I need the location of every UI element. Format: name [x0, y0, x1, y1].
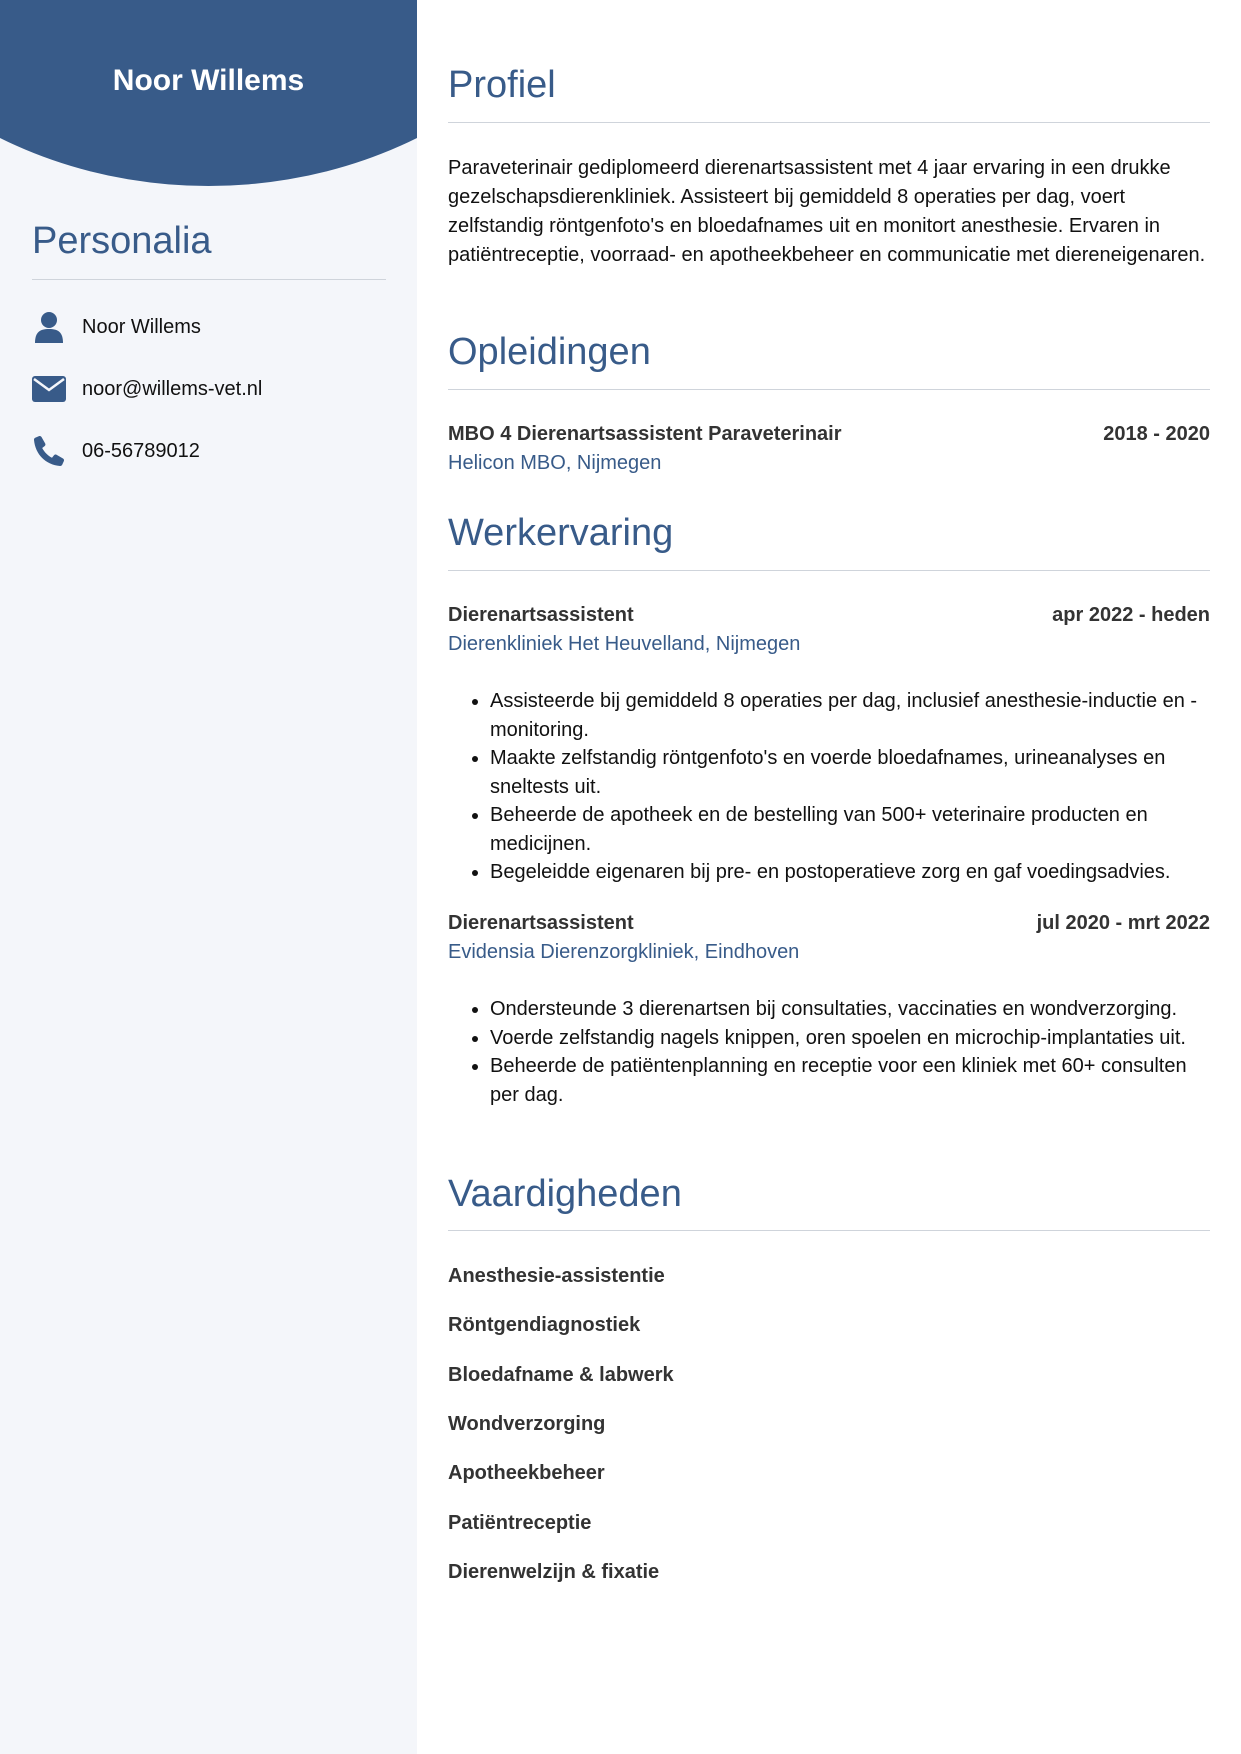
list-item: • Beheerde de patiëntenplanning en receptie voor een kliniek met 60+ consulten per dag. — [490, 1052, 1210, 1109]
sidebar — [0, 0, 417, 1754]
list-item: • Begeleidde eigenaren bij pre- en postoperatieve zorg en gaf voedingsadvies. — [490, 858, 1210, 887]
envelope-icon — [32, 372, 66, 406]
skill-item: Röntgendiagnostiek — [448, 1314, 641, 1336]
user-icon — [32, 310, 66, 344]
skill-item: Apotheekbeheer — [448, 1462, 605, 1484]
contact-name — [32, 307, 392, 347]
job-2-employer: Evidensia Dierenzorgkliniek, Eindhoven — [448, 941, 800, 963]
contact-phone[interactable] — [32, 431, 392, 471]
profile-text: Paraveterinair gediplomeerd dierenartsassistent met 4 jaar ervaring in een drukke gezelschapsdierenkliniek. Assisteert bij gemiddeld 8 operaties per dag, voert zelfstandig röntgenfoto's en bloedafnames uit en monitort anesthesie. Ervaren in patiëntreceptie, voorraad- en apotheekbeheer en communicatie met diereneigenaren. — [448, 157, 1206, 266]
education-entry-header — [448, 423, 1210, 446]
experience-divider — [448, 570, 1210, 571]
list-item: • Beheerde de apotheek en de bestelling van 500+ veterinaire producten en medicijnen. — [490, 801, 1210, 858]
education-divider — [448, 389, 1210, 390]
contact-email-text[interactable]: noor@willems-vet.nl — [82, 377, 263, 400]
education-degree: MBO 4 Dierenartsassistent Paraveterinair — [448, 423, 842, 445]
job-1-header — [448, 604, 1210, 627]
list-item: • Ondersteunde 3 dierenartsen bij consultaties, vaccinaties en wondverzorging. — [490, 995, 1210, 1024]
candidate-name: Noor Willems — [112, 64, 305, 97]
contact-name-text: Noor Willems — [82, 315, 201, 338]
skills-divider — [448, 1230, 1210, 1231]
job-2-bullets — [448, 995, 1210, 1109]
job-1-employer: Dierenkliniek Het Heuvelland, Nijmegen — [448, 633, 801, 655]
profile-heading: Profiel — [448, 64, 556, 106]
phone-icon — [32, 434, 66, 468]
job-1-bullets — [448, 687, 1210, 887]
education-heading: Opleidingen — [448, 331, 651, 373]
personalia-divider — [32, 279, 386, 280]
skills-heading: Vaardigheden — [448, 1173, 682, 1215]
list-item: • Voerde zelfstandig nagels knippen, oren spoelen en microchip-implantaties uit. — [490, 1024, 1210, 1053]
skill-item: Patiëntreceptie — [448, 1512, 592, 1534]
job-1-role: Dierenartsassistent — [448, 604, 634, 626]
skill-item: Wondverzorging — [448, 1413, 606, 1435]
education-school: Helicon MBO, Nijmegen — [448, 452, 662, 474]
education-dates: 2018 - 2020 — [1103, 423, 1210, 445]
list-item: • Maakte zelfstandig röntgenfoto's en voerde bloedafnames, urineanalyses en sneltests uit. — [490, 744, 1210, 801]
job-2-dates: jul 2020 - mrt 2022 — [1036, 912, 1210, 934]
job-2-header — [448, 912, 1210, 935]
skill-item: Anesthesie-assistentie — [448, 1265, 665, 1287]
contact-email[interactable] — [32, 369, 392, 409]
profile-divider — [448, 122, 1210, 123]
job-1-dates: apr 2022 - heden — [1052, 604, 1210, 626]
skill-item: Dierenwelzijn & fixatie — [448, 1561, 660, 1583]
list-item: • Assisteerde bij gemiddeld 8 operaties per dag, inclusief anesthesie-inductie en -monitoring. — [490, 687, 1210, 744]
contact-phone-text[interactable]: 06-56789012 — [82, 439, 200, 462]
experience-heading: Werkervaring — [448, 512, 674, 554]
skill-item: Bloedafname & labwerk — [448, 1364, 674, 1386]
personalia-heading: Personalia — [32, 220, 212, 262]
job-2-role: Dierenartsassistent — [448, 912, 634, 934]
